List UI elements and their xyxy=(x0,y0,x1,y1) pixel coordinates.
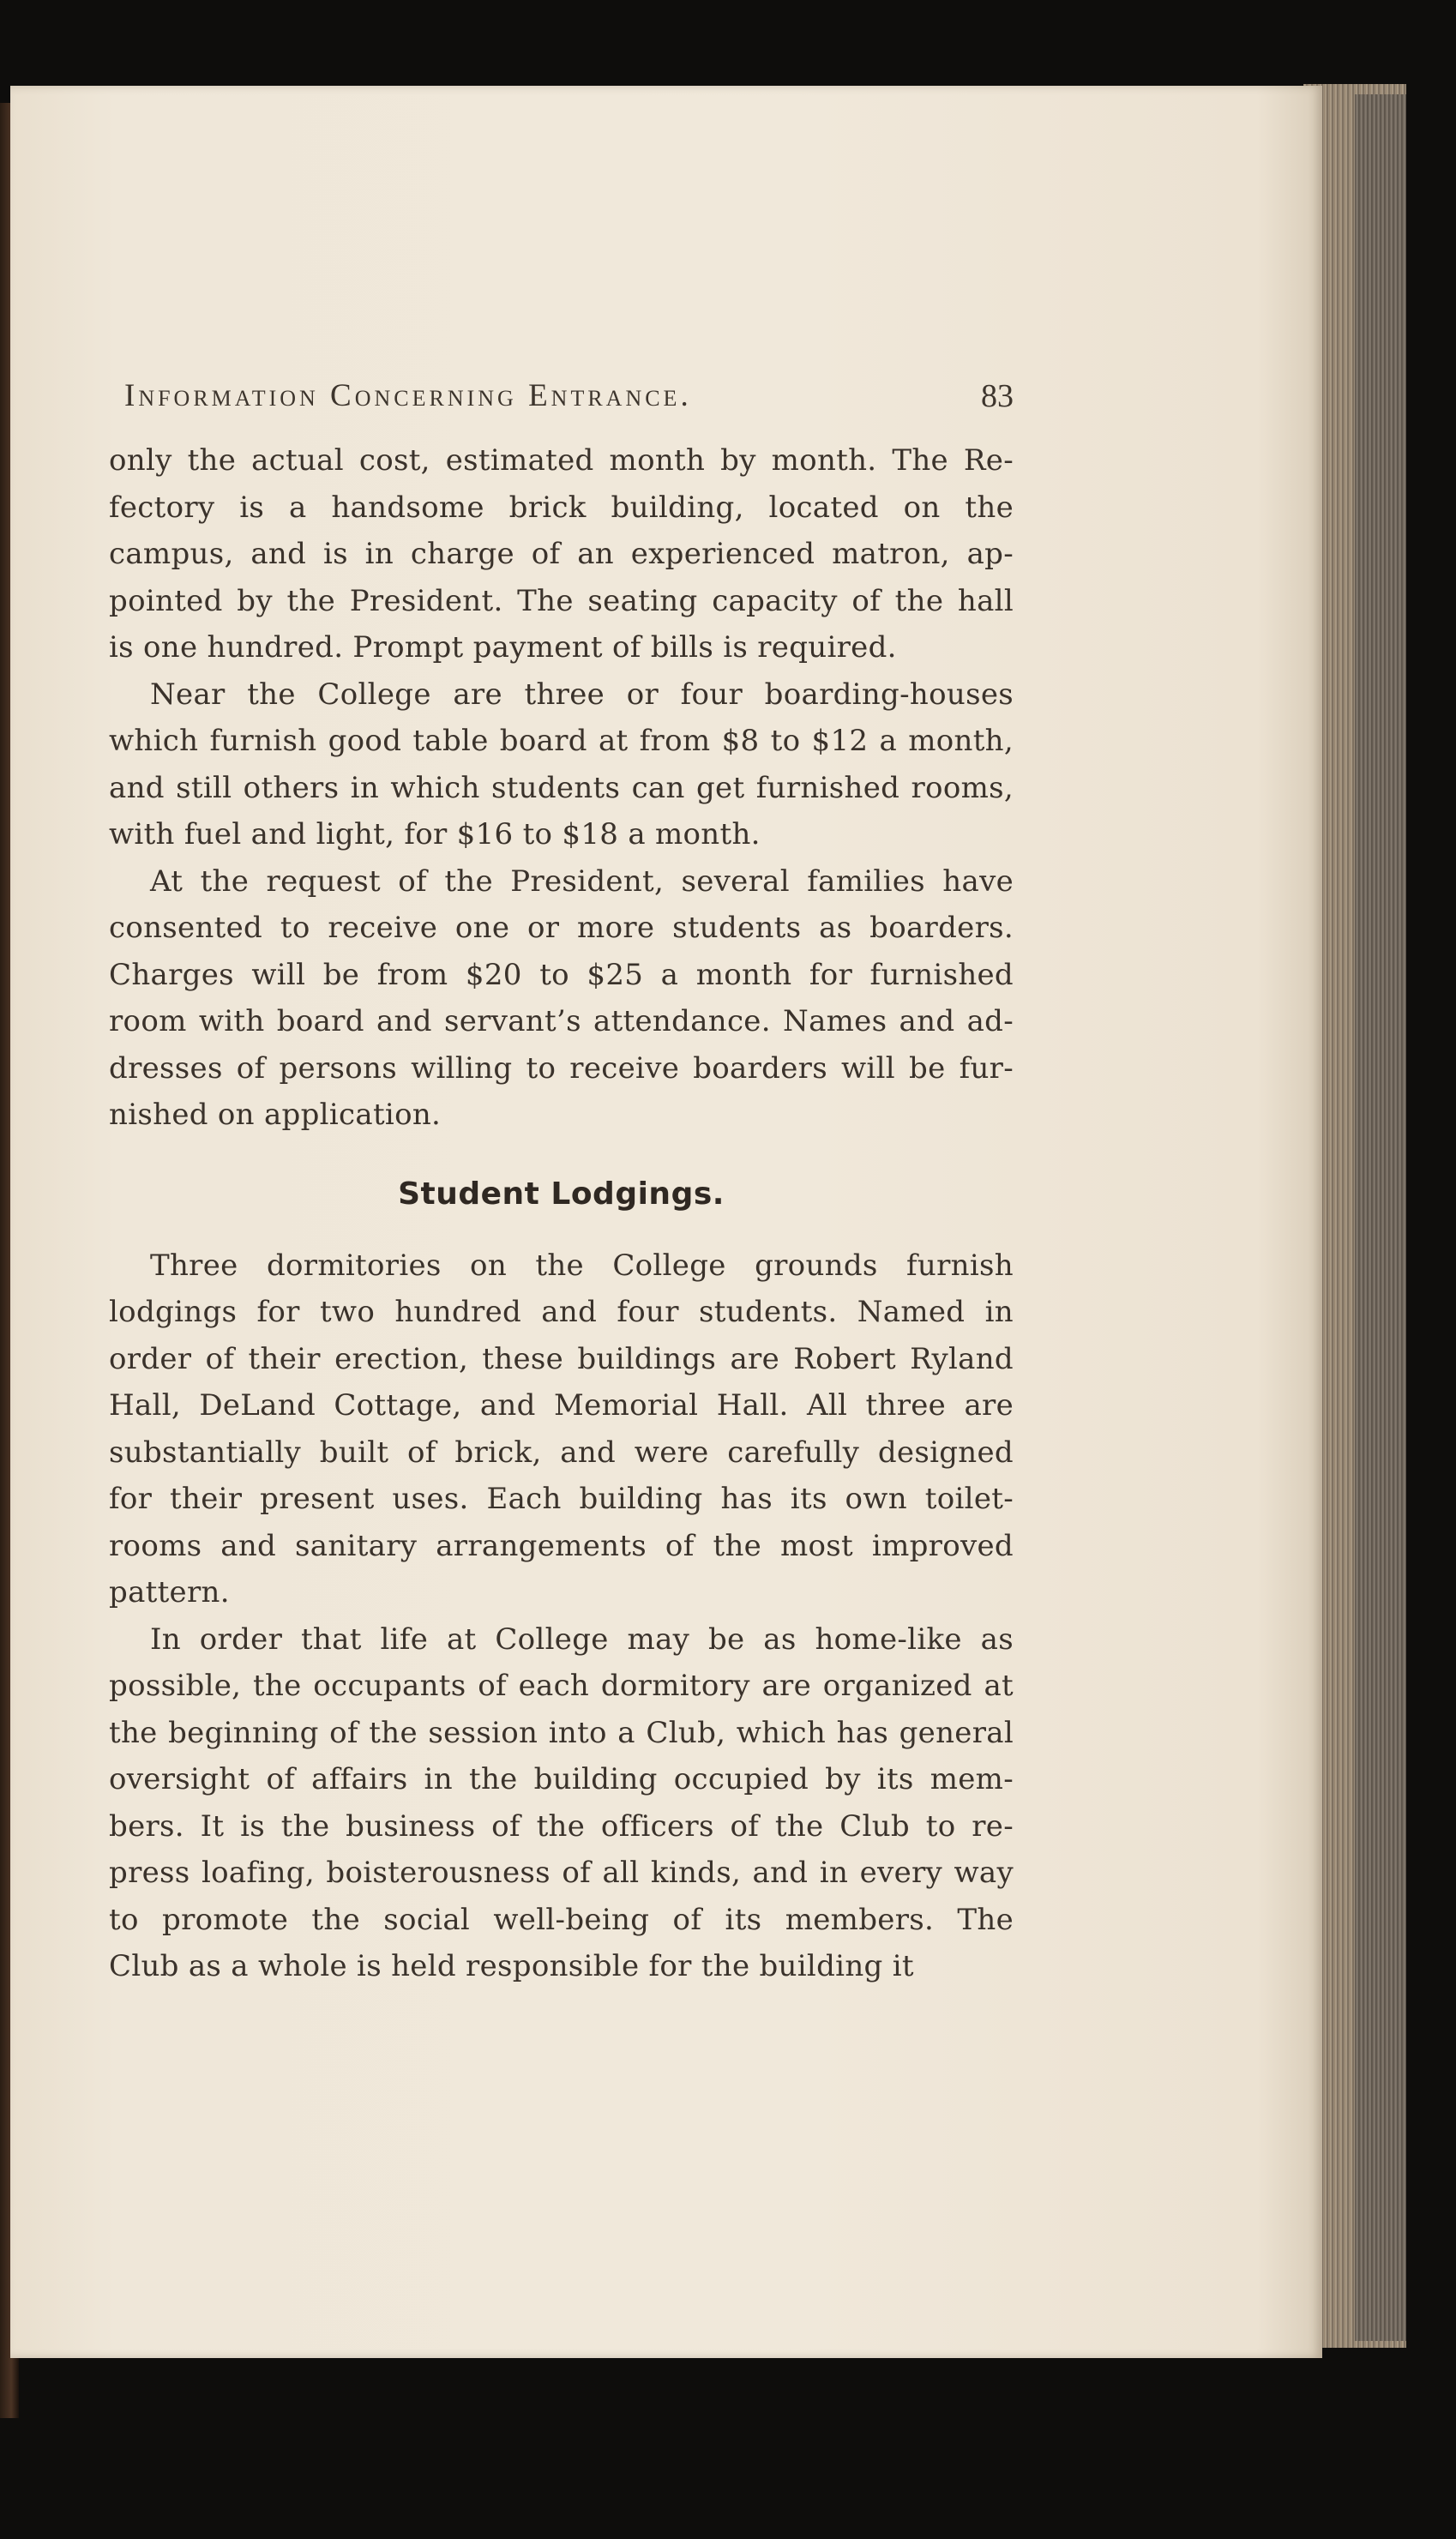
text-line: order of their erection, these buildings are Robert Ryland xyxy=(109,1341,1014,1376)
running-head xyxy=(109,360,1014,437)
page-number: 83 xyxy=(981,378,1014,414)
text-line: press loafing, boisterousness of all kinds, and in every way xyxy=(109,1856,1014,1890)
paragraph xyxy=(109,1242,1014,1616)
running-head-title: Information Concerning Entrance. xyxy=(124,378,692,413)
text-line: Near the College are three or four boarding-houses xyxy=(150,677,1014,712)
paragraph xyxy=(109,1616,1014,1990)
text-line: Charges will be from $20 to $25 a month for furnished xyxy=(109,957,1014,992)
text-line: bers. It is the business of the officers of the Club to re- xyxy=(109,1808,1014,1844)
text-line: lodgings for two hundred and four students. Named in xyxy=(109,1295,1014,1329)
text-line: substantially built of brick, and were carefully designed xyxy=(109,1435,1014,1470)
text-line: Club as a whole is held responsible for the building it xyxy=(109,1949,914,1983)
section-heading: Student Lodgings. xyxy=(398,1176,725,1212)
paragraph xyxy=(109,671,1014,858)
text-line: pattern. xyxy=(109,1575,230,1609)
paragraph xyxy=(109,858,1014,1139)
text-line: oversight of affairs in the building occupied by its mem- xyxy=(109,1762,1014,1796)
text-line: possible, the occupants of each dormitory are organized at xyxy=(109,1669,1014,1703)
text-line: In order that life at College may be as home-like as xyxy=(150,1621,1014,1657)
text-line: pointed by the President. The seating capacity of the hall xyxy=(109,583,1014,618)
text-line: the beginning of the session into a Club, which has general xyxy=(109,1715,1014,1750)
top-section xyxy=(109,437,1014,1139)
text-line: is one hundred. Prompt payment of bills is required. xyxy=(109,630,897,665)
page-stack-shadow xyxy=(1355,94,1406,2341)
text-line: Three dormitories on the College grounds furnish xyxy=(150,1248,1014,1283)
book-page xyxy=(10,86,1322,2358)
text-line: dresses of persons willing to receive boarders will be fur- xyxy=(109,1050,1014,1086)
text-line: At the request of the President, several families have xyxy=(150,863,1014,899)
bottom-section xyxy=(109,1242,1014,1990)
text-line: for their present uses. Each building has its own toilet- xyxy=(109,1482,1014,1516)
text-line: nished on application. xyxy=(109,1098,442,1132)
paragraph xyxy=(109,437,1014,671)
text-line: which furnish good table board at from $8 to $12 a month, xyxy=(109,724,1014,758)
text-line: campus, and is in charge of an experienced matron, ap- xyxy=(109,537,1014,571)
text-line: fectory is a handsome brick building, located on the xyxy=(109,490,1014,525)
text-line: to promote the social well-being of its members. The xyxy=(109,1902,1014,1937)
text-line: consented to receive one or more students as boarders. xyxy=(109,911,1014,945)
text-line: Hall, DeLand Cottage, and Memorial Hall. All three are xyxy=(109,1388,1014,1423)
page-content xyxy=(109,360,1014,1990)
text-line: rooms and sanitary arrangements of the most improved xyxy=(109,1528,1014,1563)
text-line: with fuel and light, for $16 to $18 a month. xyxy=(109,817,761,851)
text-line: and still others in which students can get furnished rooms, xyxy=(109,770,1014,805)
text-line: room with board and servant’s attendance. Names and ad- xyxy=(109,1004,1014,1038)
text-line: only the actual cost, estimated month by month. The Re- xyxy=(109,443,1014,478)
